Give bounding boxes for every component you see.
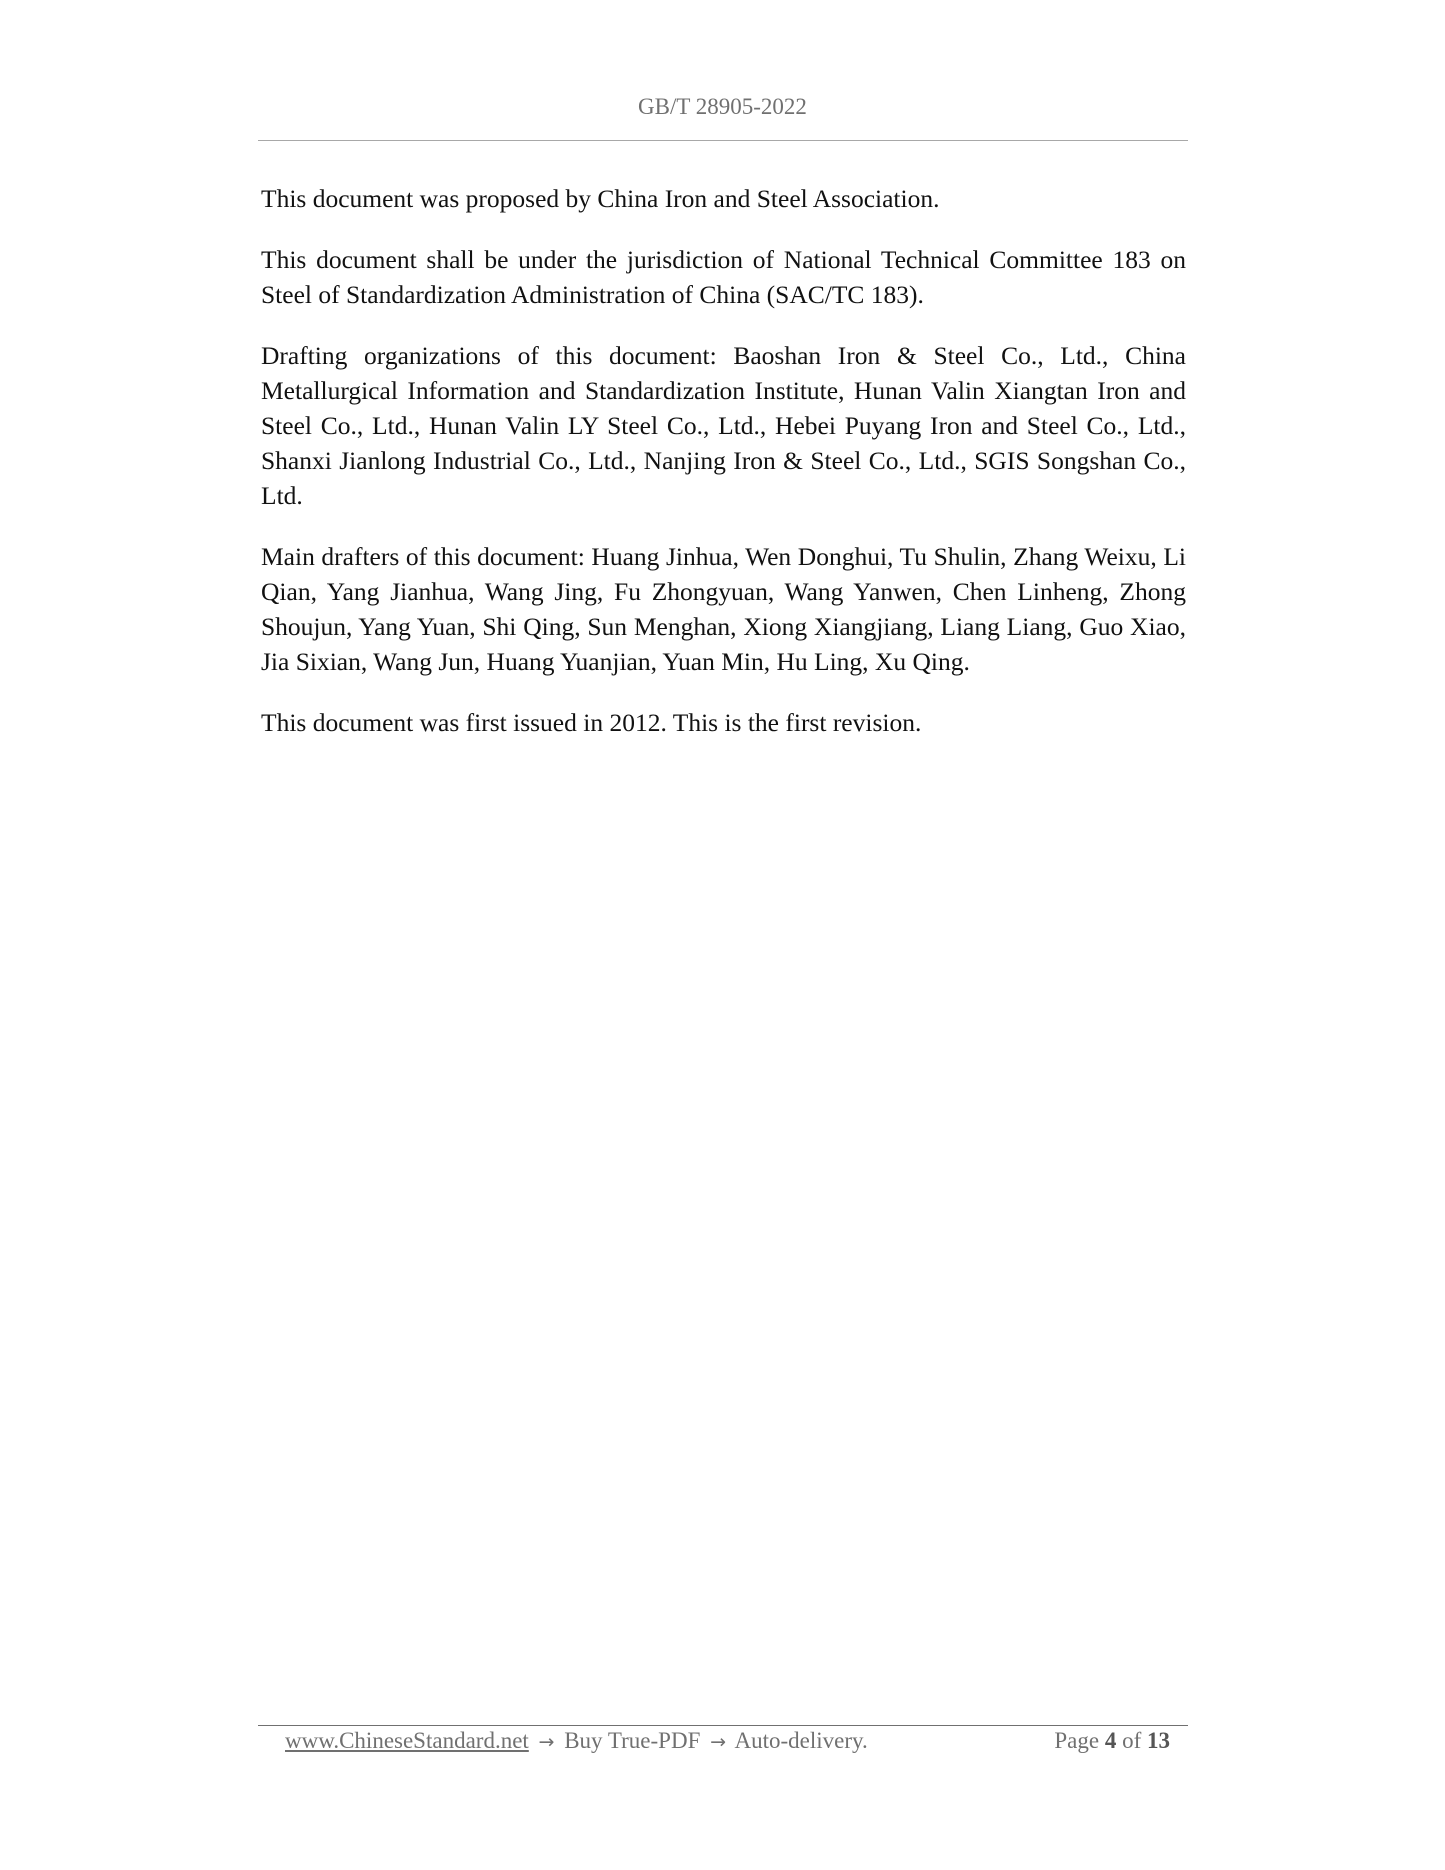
- auto-delivery-text: Auto-delivery.: [734, 1728, 868, 1753]
- arrow-right-icon: →: [710, 1731, 727, 1753]
- footer-divider: [258, 1725, 1188, 1726]
- footer-promo: [285, 1728, 868, 1754]
- header-divider: [258, 140, 1188, 141]
- page-total: 13: [1147, 1728, 1170, 1753]
- arrow-right-icon: →: [538, 1731, 555, 1753]
- page-current: 4: [1104, 1728, 1117, 1753]
- paragraph-jurisdiction: This document shall be under the jurisdiction of National Technical Committee 183 on Steel of Standardization Administration of China (SAC/TC 183).: [261, 245, 1186, 309]
- paragraph-issue-history: This document was first issued in 2012. This is the first revision.: [261, 708, 922, 737]
- header-standard-code: GB/T 28905-2022: [638, 94, 807, 119]
- page-of-label: of: [1122, 1728, 1142, 1753]
- paragraph-main-drafters: Main drafters of this document: Huang Jinhua, Wen Donghui, Tu Shulin, Zhang Weixu, Li Qian, Yang Jianhua, Wang Jing, Fu Zhongyuan, Wang Yanwen, Chen Linheng, Zhong Shoujun, Yang Yuan, Shi Qing, Sun Menghan, Xiong Xiangjiang, Liang Liang, Guo Xiao, Jia Sixian, Wang Jun, Huang Yuanjian, Yuan Min, Hu Ling, Xu Qing.: [261, 542, 1186, 676]
- site-link[interactable]: www.ChineseStandard.net: [285, 1728, 529, 1753]
- paragraph-drafting-organizations: Drafting organizations of this document: Baoshan Iron & Steel Co., Ltd., China Metallurgical Information and Standardization Institute, Hunan Valin Xiangtan Iron and Steel Co., Ltd., Hunan Valin LY Steel Co., Ltd., Hebei Puyang Iron and Steel Co., Ltd., Shanxi Jianlong Industrial Co., Ltd., Nanjing Iron & Steel Co., Ltd., SGIS Songshan Co., Ltd.: [261, 341, 1186, 510]
- document-body: [261, 181, 1186, 766]
- page-label: Page: [1054, 1728, 1100, 1753]
- page-footer: [285, 1728, 1170, 1762]
- paragraph-proposer: This document was proposed by China Iron and Steel Association.: [261, 184, 940, 213]
- buy-true-pdf-text: Buy True-PDF: [564, 1728, 701, 1753]
- page-number: [1054, 1728, 1170, 1754]
